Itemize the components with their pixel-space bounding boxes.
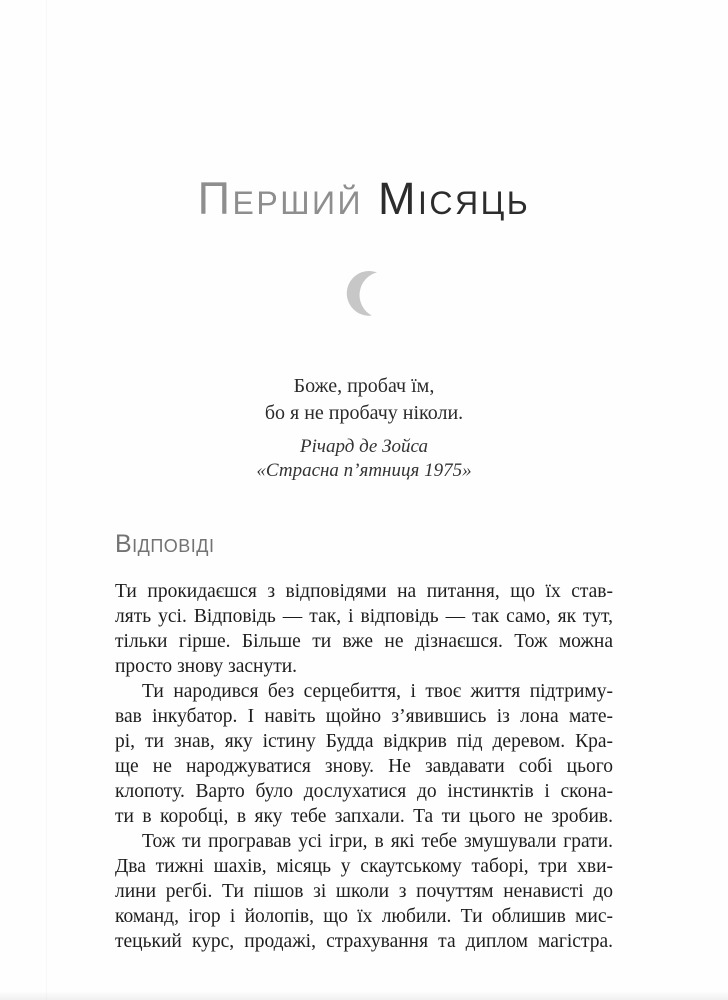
text-line: тецький курс, продажі, страхування та диплом магістра.: [115, 931, 613, 952]
text-line: просто знову заснути.: [115, 656, 298, 677]
section-heading: Відповіді: [115, 530, 215, 558]
text-line: клопоту. Варто було дослухатися до інстинктів і скона-: [115, 781, 613, 802]
epigraph-author: Річард де Зойса: [300, 436, 428, 457]
text-line: ти в коробці, в яку тебе запхали. Та ти цього не зробив.: [115, 806, 613, 827]
chapter-title-word-first: Перший: [197, 173, 364, 224]
text-line: Ти прокидаєшся з відповідями на питання, що їх став-: [115, 581, 613, 602]
text-line: Тож ти програвав усі ігри, в які тебе змушували грати.: [142, 831, 613, 852]
text-line: лять усі. Відповідь — так, і відповідь — так само, як тут,: [115, 606, 613, 627]
paragraph: [115, 829, 613, 954]
text-line: вав інкубатор. І навіть щойно з’явившись із лона мате-: [115, 706, 613, 727]
body-text: [115, 579, 613, 954]
epigraph-line: бо я не пробачу ніколи.: [264, 402, 464, 424]
chapter-title-word-second: Місяць: [378, 173, 531, 224]
text-line: ще не народжуватися знову. Не завдавати собі цього: [115, 756, 613, 777]
text-line: рі, ти знав, яку істину Будда відкрив під деревом. Кра-: [115, 731, 613, 752]
text-line: команд, ігор і йолопів, що їх любили. Ти облишив мис-: [115, 906, 613, 927]
chapter-ornament: [115, 267, 613, 323]
chapter-title: [115, 173, 613, 224]
text-line: Ти народився без серцебиття, і твоє життя підтриму-: [142, 681, 613, 702]
page-content: [115, 0, 613, 954]
epigraph-attribution: [115, 435, 613, 483]
epigraph-source: «Страсна п’ятниця 1975»: [256, 460, 472, 481]
epigraph: [115, 373, 613, 483]
paragraph: [115, 579, 613, 679]
crescent-moon-icon: [345, 267, 383, 321]
epigraph-line: Боже, пробач їм,: [293, 375, 435, 397]
text-line: лини регбі. Ти пішов зі школи з почуттям ненависті до: [115, 881, 613, 902]
text-line: тільки гірше. Більше ти вже не дізнаєшся. Тож можна: [115, 631, 613, 652]
paragraph: [115, 679, 613, 829]
text-line: Два тижні шахів, місяць у скаутському таборі, три хви-: [115, 856, 613, 877]
